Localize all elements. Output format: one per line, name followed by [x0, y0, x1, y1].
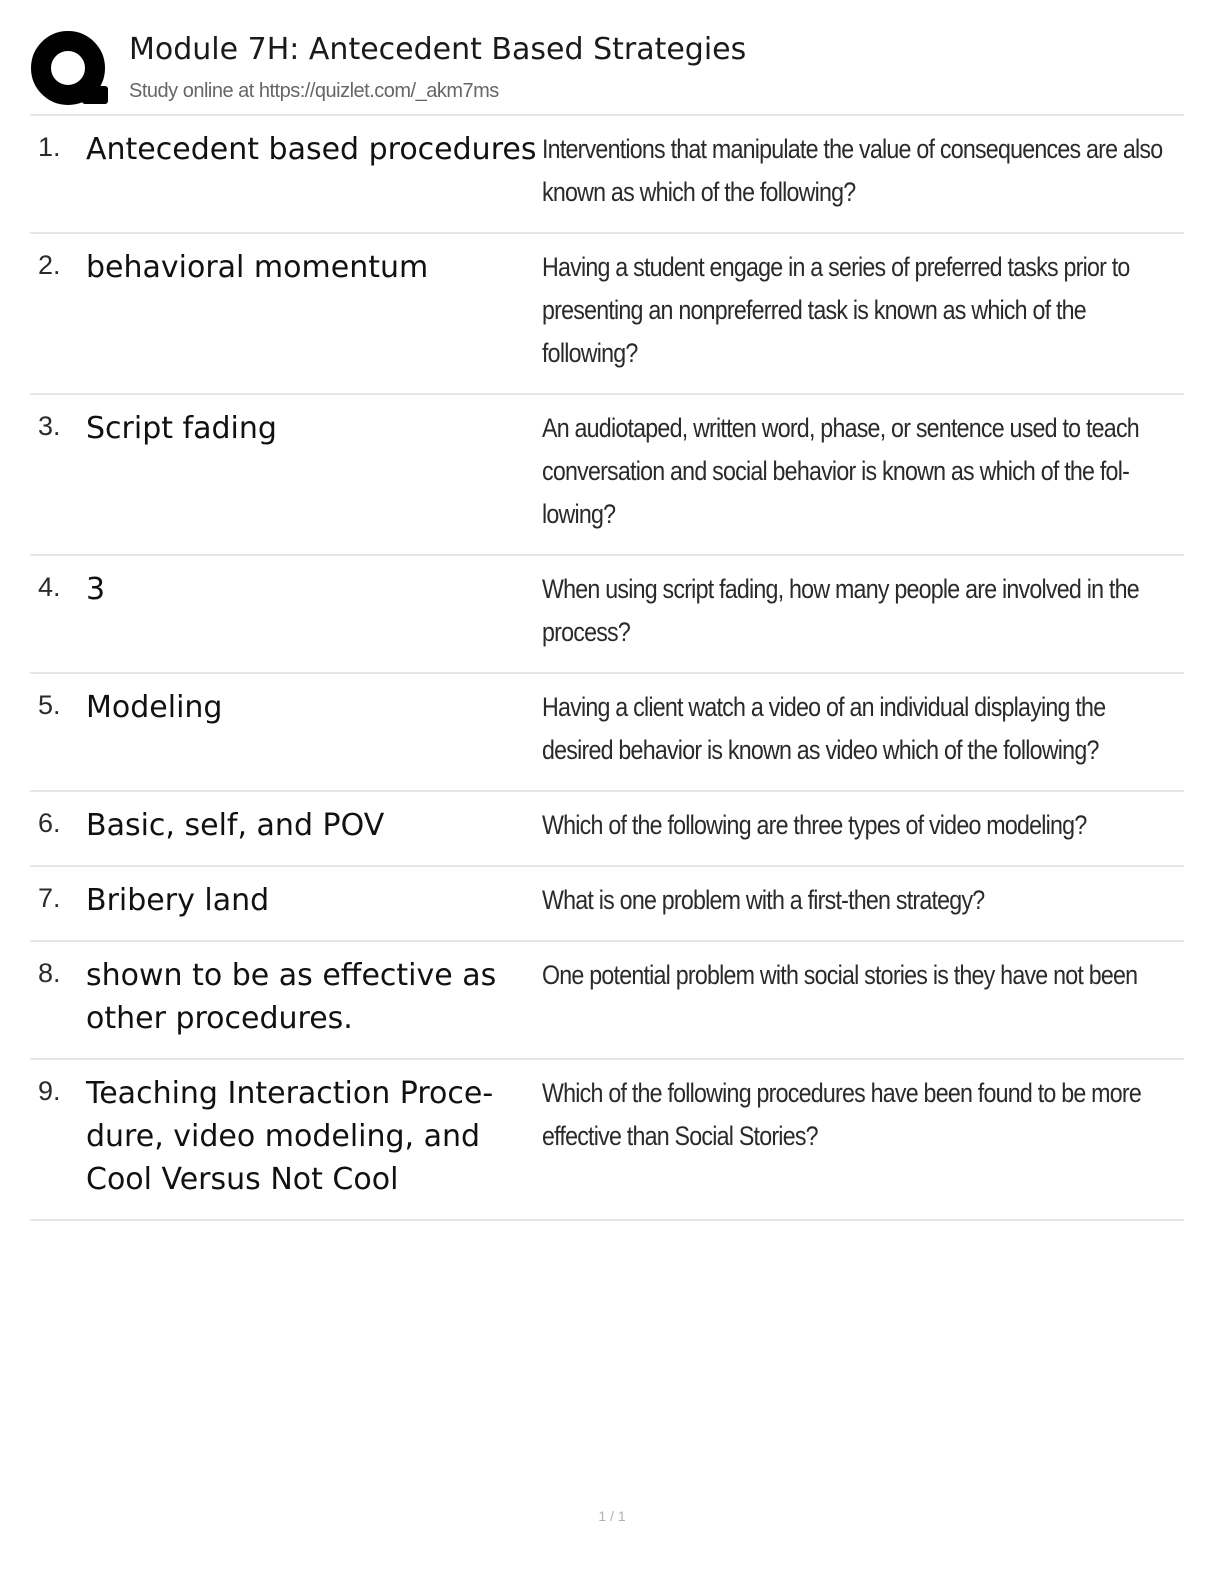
card-term: 3	[86, 572, 106, 607]
card-number: 1.	[38, 132, 61, 162]
flashcard-row	[30, 867, 1184, 942]
card-number: 9.	[38, 1076, 61, 1106]
card-number: 5.	[38, 690, 61, 720]
flashcard-row	[30, 792, 1184, 867]
study-online-link[interactable]: Study online at https://quizlet.com/_akm7ms	[129, 80, 499, 102]
card-term: Teaching Interaction Proce-dure, video modeling, and Cool Versus Not Cool	[86, 1076, 494, 1197]
card-definition: When using script fading, how many people are involved in the process?	[542, 574, 1139, 647]
card-definition: An audiotaped, written word, phase, or sentence used to teach conversation and social behavior is known as which of the fol-lowing?	[542, 413, 1139, 529]
flashcard-list	[30, 116, 1184, 1221]
card-number: 8.	[38, 958, 61, 988]
card-number: 7.	[38, 883, 61, 913]
card-number: 6.	[38, 808, 61, 838]
flashcard-row	[30, 556, 1184, 674]
flashcard-row	[30, 1060, 1184, 1221]
flashcard-row	[30, 395, 1184, 556]
flashcard-row	[30, 674, 1184, 792]
card-number: 2.	[38, 250, 61, 280]
card-term: Bribery land	[86, 883, 270, 918]
card-term: behavioral momentum	[86, 250, 429, 285]
flashcard-row	[30, 116, 1184, 234]
card-term: Antecedent based procedures	[86, 132, 537, 167]
document-header	[30, 28, 1184, 116]
card-definition: Interventions that manipulate the value of consequences are also known as which of the following?	[542, 134, 1163, 207]
card-term: shown to be as effective as other procedures.	[86, 958, 497, 1036]
card-term: Modeling	[86, 690, 223, 725]
card-definition: Having a client watch a video of an individual displaying the desired behavior is known as video which of the following?	[542, 692, 1106, 765]
flashcard-row	[30, 234, 1184, 395]
card-number: 4.	[38, 572, 61, 602]
card-definition: What is one problem with a first-then strategy?	[542, 885, 985, 915]
card-definition: Which of the following procedures have been found to be more effective than Social Stories?	[542, 1078, 1141, 1151]
page-number: 1 / 1	[598, 1508, 626, 1524]
card-term: Basic, self, and POV	[86, 808, 385, 843]
page-title: Module 7H: Antecedent Based Strategies	[129, 32, 747, 67]
flashcard-row	[30, 942, 1184, 1060]
card-number: 3.	[38, 411, 61, 441]
card-definition: Having a student engage in a series of preferred tasks prior to presenting an nonpreferred task is known as which of the following?	[542, 252, 1130, 368]
card-definition: Which of the following are three types of video modeling?	[542, 810, 1087, 840]
card-term: Script fading	[86, 411, 277, 446]
card-definition: One potential problem with social stories is they have not been	[542, 960, 1138, 990]
quizlet-logo-icon	[30, 30, 110, 110]
